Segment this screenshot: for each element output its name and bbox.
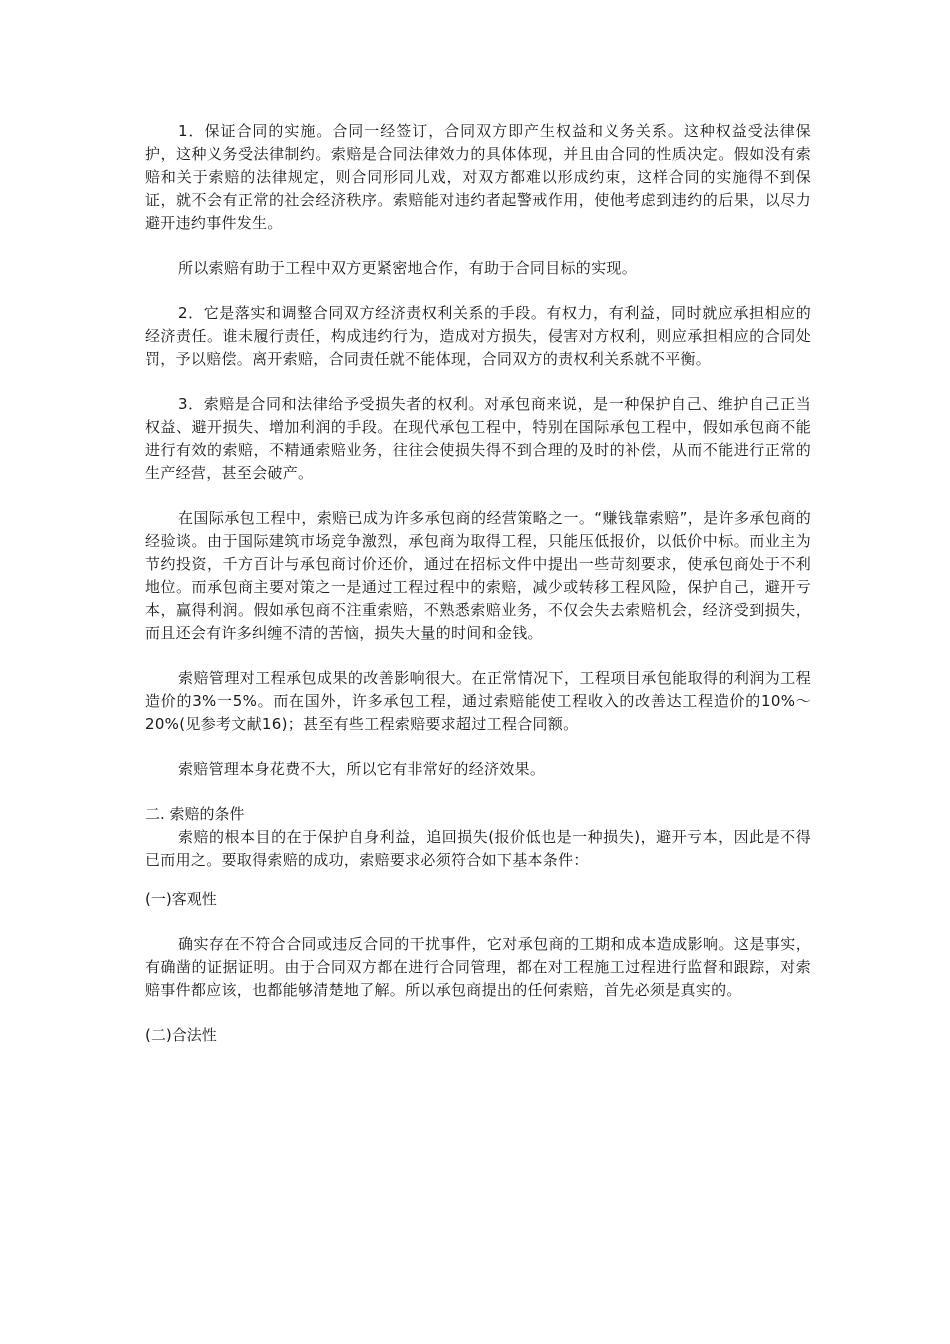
section-heading: 二. 索赔的条件 (145, 805, 245, 823)
spacer (145, 911, 811, 933)
spacer (145, 1002, 811, 1024)
spacer (145, 371, 811, 393)
spacer (145, 736, 811, 758)
spacer (145, 485, 811, 507)
paragraph-1: 1．保证合同的实施。合同一经签订，合同双方即产生权益和义务关系。这种权益受法律保护，这种义务受法律制约。索赔是合同法律效力的具体体现，并且由合同的性质决定。假如没有索赔和关于索赔的法律规定，则合同形同儿戏，对双方都难以形成约束，这样合同的实施得不到保证，就不会有正常的社会经济秩序。索赔能对违约者起警戒作用，使他考虑到违约的后果，以尽力避开违约事件发生。 (145, 122, 811, 232)
section-intro: 索赔的根本目的在于保护自身利益，追回损失(报价低也是一种损失)，避开亏本，因此是不得已而用之。要取得索赔的成功，索赔要求必须符合如下基本条件： (145, 828, 811, 869)
document-page (145, 120, 811, 1047)
subsection-text-1: 确实存在不符合合同或违反合同的干扰事件，它对承包商的工期和成本造成影响。这是事实，有确凿的证据证明。由于合同双方都在进行合同管理，都在对工程施工过程进行监督和跟踪，对索赔事件都应该，也都能够清楚地了解。所以承包商提出的任何索赔，首先必须是真实的。 (145, 935, 811, 999)
subsection-heading-1: (一)客观性 (145, 890, 217, 908)
spacer (145, 280, 811, 302)
paragraph-7: 索赔管理本身花费不大，所以它有非常好的经济效果。 (178, 760, 546, 778)
spacer (145, 872, 811, 888)
paragraph-3: 2．它是落实和调整合同双方经济责权利关系的手段。有权力，有利益，同时就应承担相应的经济责任。谁未履行责任，构成违约行为，造成对方损失，侵害对方权利，则应承担相应的合同处罚，予以赔偿。离开索赔，合同责任就不能体现，合同双方的责权利关系就不平衡。 (145, 304, 811, 368)
spacer (145, 645, 811, 667)
paragraph-6: 索赔管理对工程承包成果的改善影响很大。在正常情况下，工程项目承包能取得的利润为工程造价的3%一5%。而在国外，许多承包工程，通过索赔能使工程收入的改善达工程造价的10%～20%(见参考文献16)；甚至有些工程索赔要求超过工程合同额。 (145, 669, 811, 733)
spacer (145, 235, 811, 257)
paragraph-4: 3．索赔是合同和法律给予受损失者的权利。对承包商来说，是一种保护自己、维护自己正当权益、避开损失、增加利润的手段。在现代承包工程中，特别在国际承包工程中，假如承包商不能进行有效的索赔，不精通索赔业务，往往会使损失得不到合理的及时的补偿，从而不能进行正常的生产经营，甚至会破产。 (145, 395, 811, 482)
spacer (145, 781, 811, 803)
paragraph-2: 所以索赔有助于工程中双方更紧密地合作，有助于合同目标的实现。 (178, 259, 638, 277)
subsection-heading-2: (二)合法性 (145, 1026, 217, 1044)
paragraph-5: 在国际承包工程中，索赔已成为许多承包商的经营策略之一。“赚钱靠索赔”，是许多承包商的经验谈。由于国际建筑市场竞争激烈，承包商为取得工程，只能压低报价，以低价中标。而业主为节约投资，千方百计与承包商讨价还价，通过在招标文件中提出一些苛刻要求，使承包商处于不利地位。而承包商主要对策之一是通过工程过程中的索赔，减少或转移工程风险，保护自己，避开亏本，赢得利润。假如承包商不注重索赔，不熟悉索赔业务，不仅会失去索赔机会，经济受到损失，而且还会有许多纠缠不清的苦恼，损失大量的时间和金钱。 (145, 509, 811, 642)
